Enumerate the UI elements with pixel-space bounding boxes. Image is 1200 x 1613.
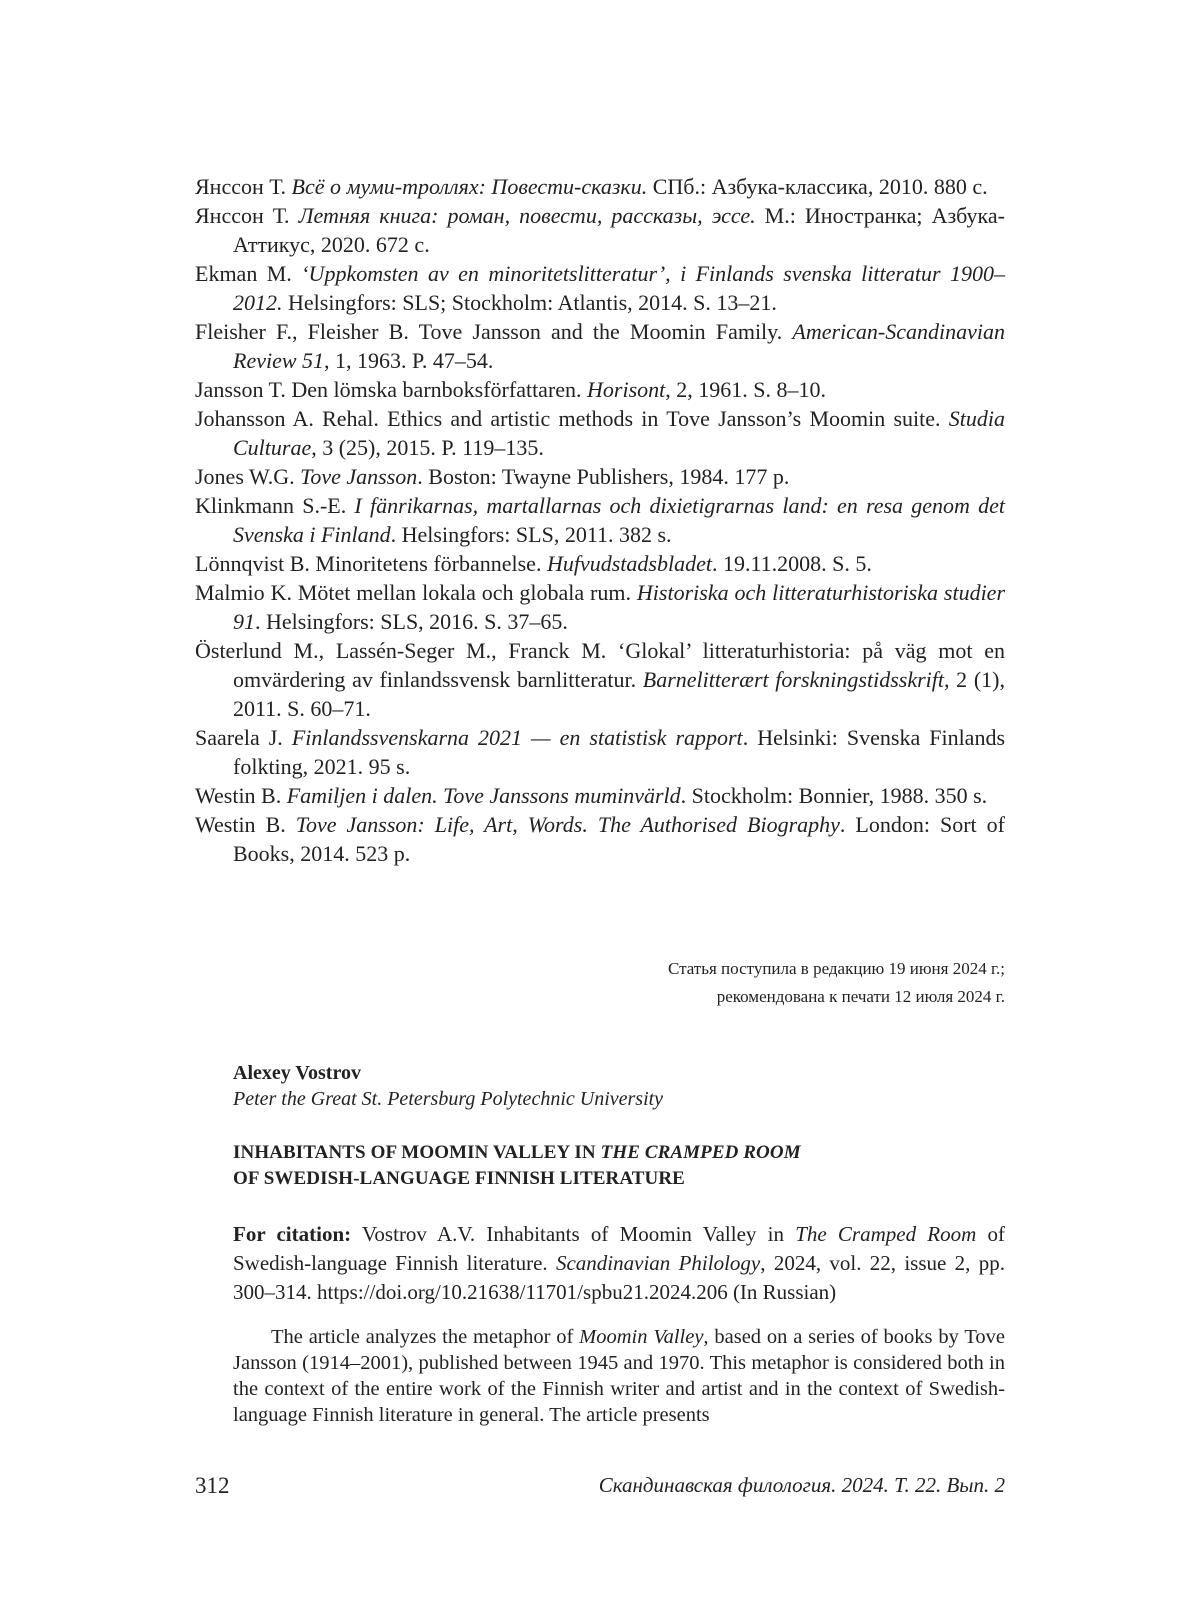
reference-item: Янссон Т. Всё о муми-троллях: Повести-сказки. СПб.: Азбука-классика, 2010. 880 с. (195, 174, 988, 199)
reference-item: Westin B. Tove Jansson: Life, Art, Words. The Authorised Biography. London: Sort of Books, 2014. 523 p. (195, 812, 1005, 866)
reference-item: Lönnqvist B. Minoritetens förbannelse. Hufvudstadsbladet. 19.11.2008. S. 5. (195, 551, 872, 576)
author-name: Alexey Vostrov (233, 1062, 361, 1084)
reference-item: Johansson A. Rehal. Ethics and artistic methods in Tove Jansson’s Moomin suite. Studia Culturae, 3 (25), 2015. P. 119–135. (195, 406, 1005, 460)
reference-item: Saarela J. Finlandssvenskarna 2021 — en statistisk rapport. Helsinki: Svenska Finlands folkting, 2021. 95 s. (195, 725, 1006, 779)
reference-item: Westin B. Familjen i dalen. Tove Janssons muminvärld. Stockholm: Bonnier, 1988. 350 s. (195, 783, 988, 808)
author-block (233, 1060, 1005, 1112)
reference-item: Янссон Т. Летняя книга: роман, повести, рассказы, эссе. М.: Иностранка; Азбука-Аттикус, 2020. 672 с. (195, 203, 1005, 257)
citation: For citation: Vostrov A.V. Inhabitants of Moomin Valley in The Cramped Room of Swedish-language Finnish literature. Scandinavian Philology, 2024, vol. 22, issue 2, pp. 300–314. https://doi.org/10.21638/11701/spbu21.2024.206 (In Russian) (233, 1222, 1005, 1304)
citation-label: For citation: (233, 1222, 352, 1246)
reference-item: Fleisher F., Fleisher B. Tove Jansson and the Moomin Family. American-Scandinavian Review 51, 1, 1963. P. 47–54. (195, 319, 1005, 373)
reference-item: Österlund M., Lassén-Seger M., Franck M. ‘Glokal’ litteraturhistoria: på väg mot en omvärdering av finlandssvensk barnlitteratur. Barnelitterært forskningstidsskrift, 2 (1), 2011. S. 60–71. (195, 638, 1005, 721)
running-title: Скандинавская филология. 2024. Т. 22. Вып. 2 (598, 1473, 1005, 1497)
reference-list (195, 172, 1005, 868)
received-line: Статья поступила в редакцию 19 июня 2024 г.; (667, 959, 1005, 978)
article-title: INHABITANTS OF MOOMIN VALLEY IN THE CRAMPED ROOM OF SWEDISH-LANGUAGE FINNISH LITERATURE (233, 1142, 801, 1189)
recommended-line: рекомендована к печати 12 июля 2024 г. (716, 987, 1005, 1006)
page-number: 312 (195, 1473, 230, 1498)
reference-item: Klinkmann S.-E. I fänrikarnas, martallarnas och dixietigrarnas land: en resa genom det Svenska i Finland. Helsingfors: SLS, 2011. 382 s. (195, 493, 1005, 547)
reference-item: Malmio K. Mötet mellan lokala och globala rum. Historiska och litteraturhistoriska studier 91. Helsingfors: SLS, 2016. S. 37–65. (195, 580, 1006, 634)
reference-item: Jones W.G. Tove Jansson. Boston: Twayne Publishers, 1984. 177 p. (195, 464, 790, 489)
author-affiliation: Peter the Great St. Petersburg Polytechnic University (233, 1088, 664, 1110)
reference-item: Ekman M. ‘Uppkomsten av en minoritetslitteratur’, i Finlands svenska litteratur 1900–2012. Helsingfors: SLS; Stockholm: Atlantis, 2014. S. 13–21. (195, 261, 1005, 315)
reference-item: Jansson T. Den lömska barnboksförfattaren. Horisont, 2, 1961. S. 8–10. (195, 377, 827, 402)
received-note (668, 955, 1005, 1011)
abstract: The article analyzes the metaphor of Moomin Valley, based on a series of books by Tove Jansson (1914–2001), published between 1945 and 1970. This metaphor is considered both in the context of the entire work of the Finnish writer and artist and in the context of Swedish-language Finnish literature in general. The article presents (233, 1326, 1006, 1426)
